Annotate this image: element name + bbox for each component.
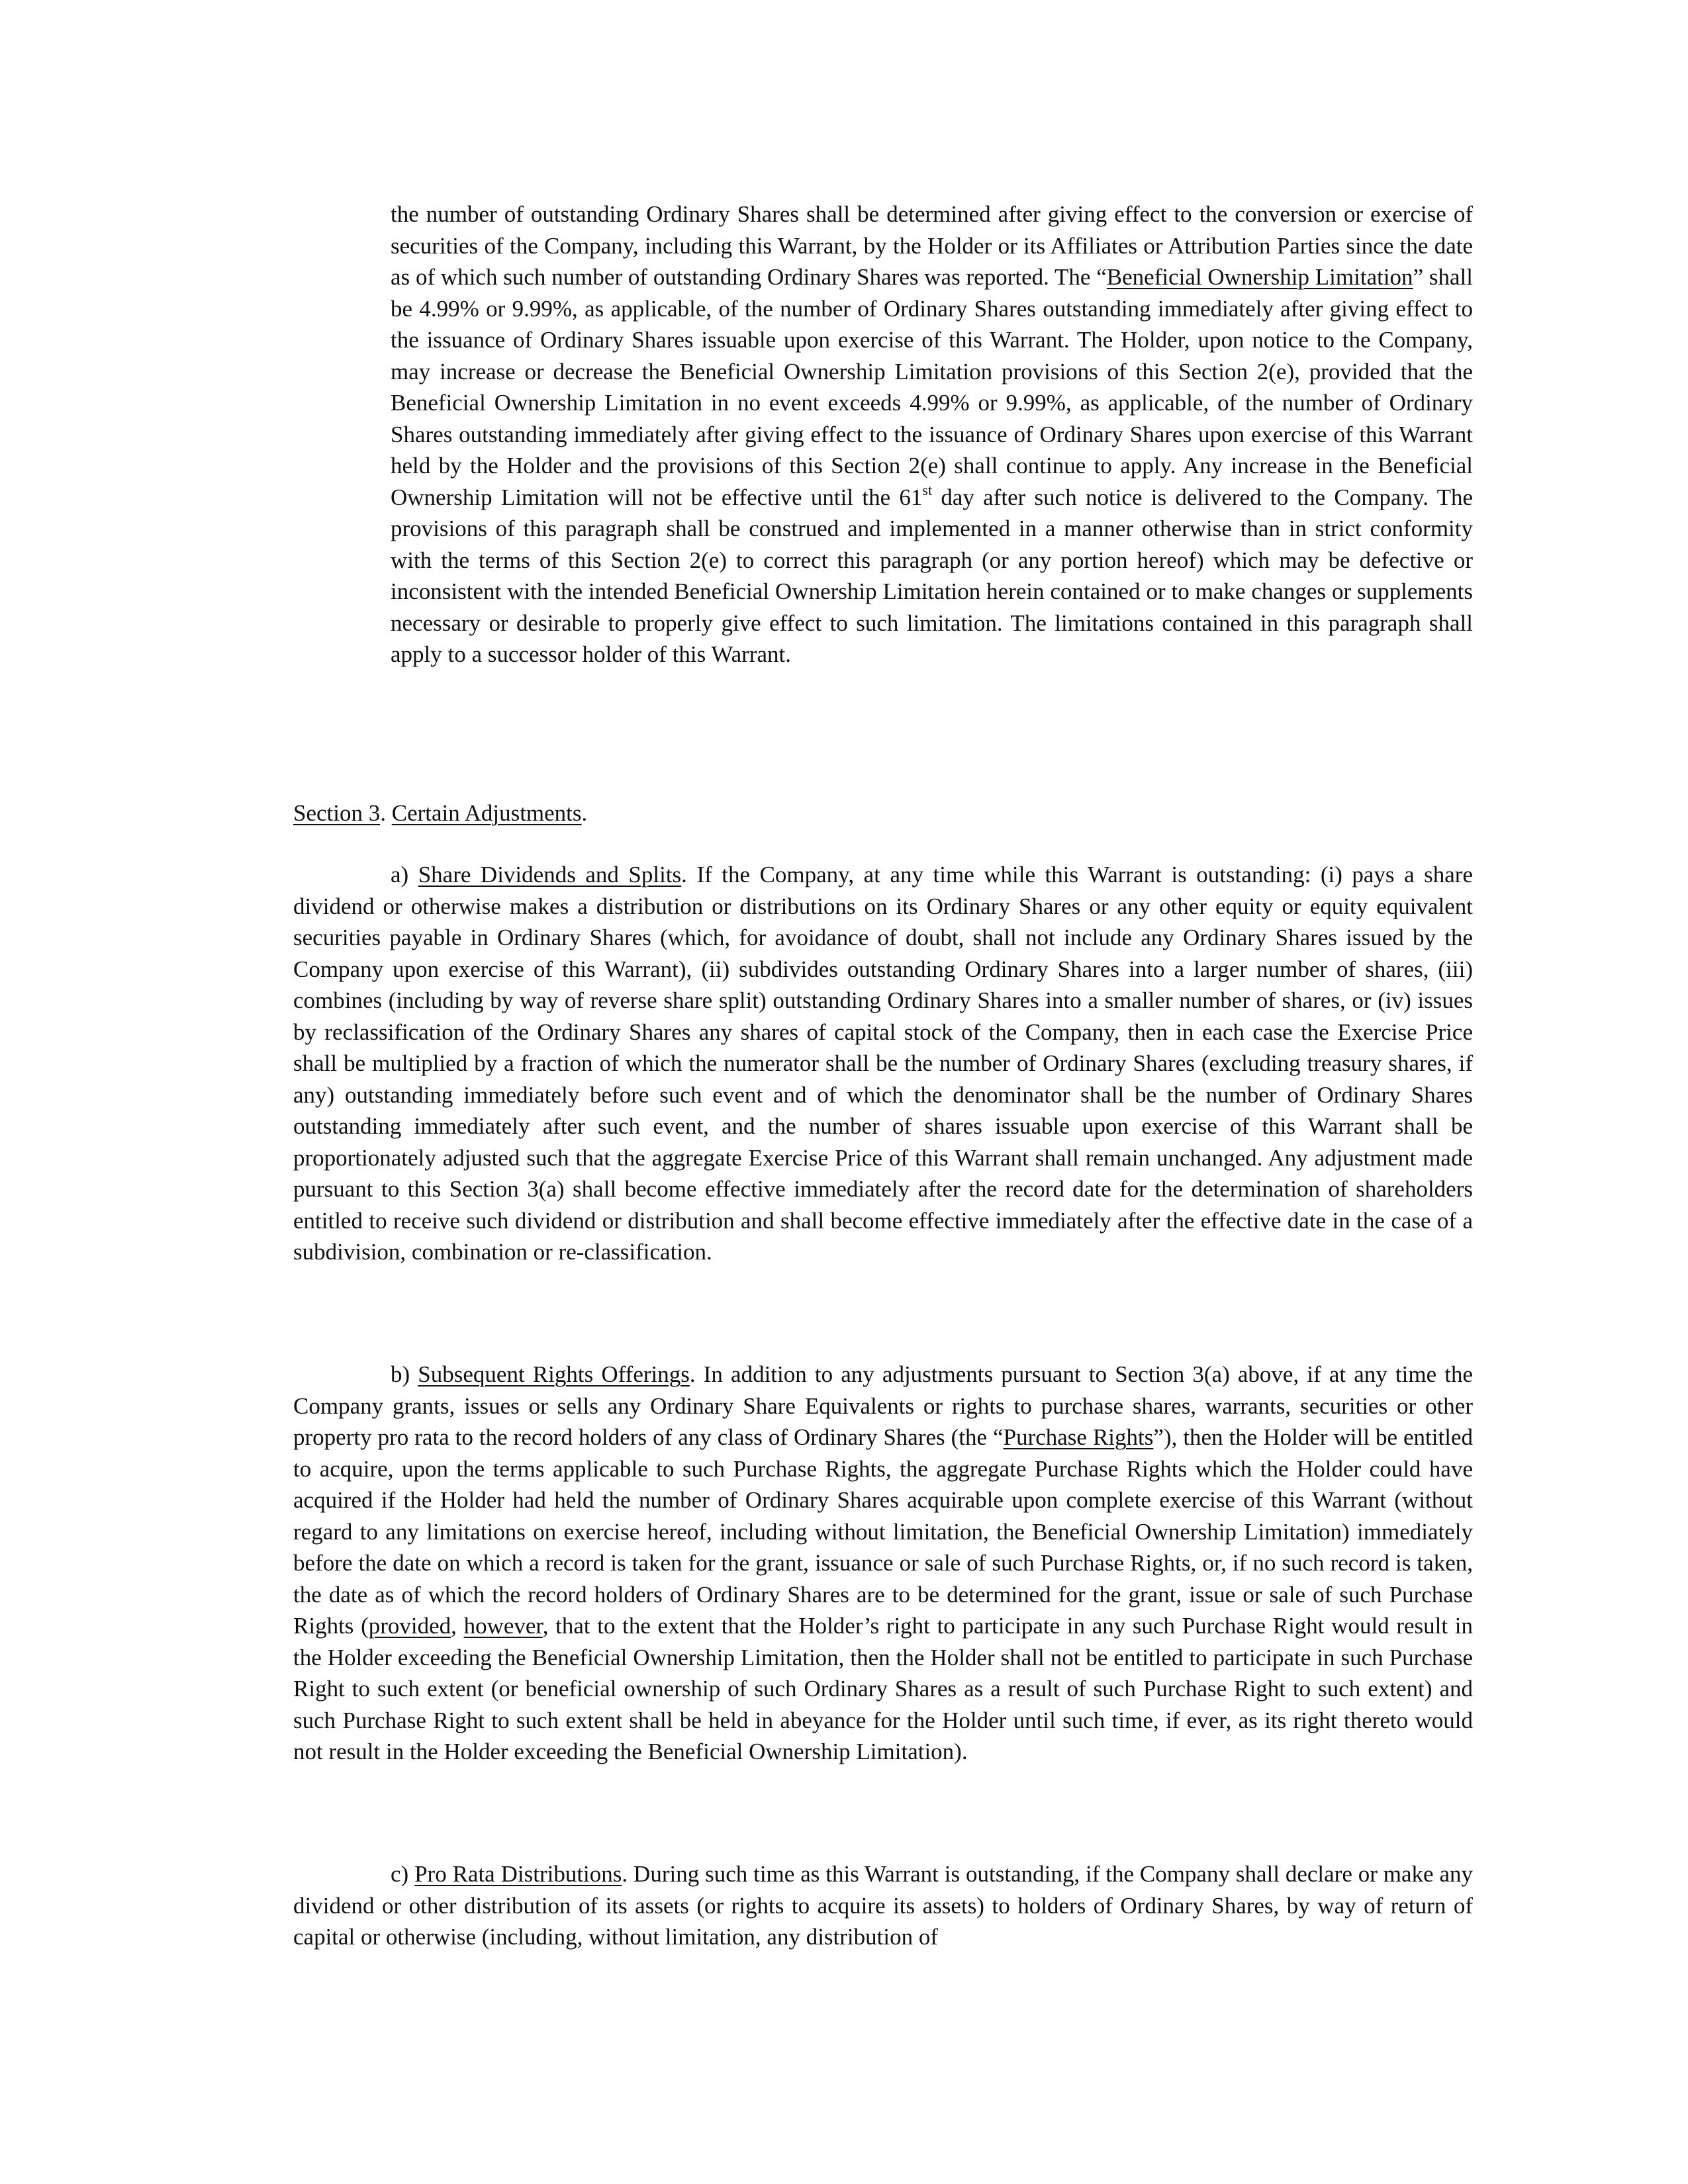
defined-term-beneficial-ownership-limitation: Beneficial Ownership Limitation (1106, 264, 1413, 290)
section-title: Certain Adjustments (391, 800, 582, 826)
section-number: Section 3 (293, 800, 381, 826)
paragraph-c-pro-rata-distributions: c) Pro Rata Distributions. During such time as this Warrant is outstanding, if the Company shall declare or make any dividend or other distribution of its assets (or rights to acquire its assets) to holders of Ordinary Shares, by way of return of capital or otherwise (including, without limitation, any distribution of (293, 1861, 1473, 1950)
defined-term-purchase-rights: Purchase Rights (1003, 1424, 1154, 1450)
term-however: however (463, 1613, 543, 1639)
paragraph-b-rights-offerings: b) Subsequent Rights Offerings. In addition to any adjustments pursuant to Section 3(a) above, if at any time the Company grants, issues or sells any Ordinary Share Equivalents or rights to purchase shares, warrants, securities or other property pro rata to the record holders of any class of Ordinary Shares (the “Purchase Rights”), then the Holder will be entitled to acquire, upon the terms applicable to such Purchase Rights, the aggregate Purchase Rights which the Holder could have acquired if the Holder had held the number of Ordinary Shares acquirable upon complete exercise of this Warrant (without regard to any limitations on exercise hereof, including without limitation, the Beneficial Ownership Limitation) immediately before the date on which a record is taken for the grant, issuance or sale of such Purchase Rights, or, if no such record is taken, the date as of which the record holders of Ordinary Shares are to be determined for the grant, issue or sale of such Purchase Rights (provided, however, that to the extent that the Holder’s right to participate in any such Purchase Right would result in the Holder exceeding the Beneficial Ownership Limitation, then the Holder shall not be entitled to participate in such Purchase Right to such extent (or beneficial ownership of such Ordinary Shares as a result of such Purchase Right to such extent) and such Purchase Right to such extent shall be held in abeyance for the Holder until such time, if ever, as its right thereto would not result in the Holder exceeding the Beneficial Ownership Limitation). (293, 1361, 1474, 1764)
paragraph-a-share-dividends: a) Share Dividends and Splits. If the Company, at any time while this Warrant is outstanding: (i) pays a share dividend or otherwise makes a distribution or distributions on its Ordinary Shares or any other equity or equity equivalent securities payable in Ordinary Shares (which, for avoidance of doubt, shall not include any Ordinary Shares issued by the Company upon exercise of this Warrant), (ii) subdivides outstanding Ordinary Shares into a larger number of shares, (iii) combines (including by way of reverse share split) outstanding Ordinary Shares into a smaller number of shares, or (iv) issues by reclassification of the Ordinary Shares any shares of capital stock of the Company, then in each case the Exercise Price shall be multiplied by a fraction of which the numerator shall be the number of Ordinary Shares (excluding treasury shares, if any) outstanding immediately before such event and of which the denominator shall be the number of Ordinary Shares outstanding immediately after such event, and the number of shares issuable upon exercise of this Warrant shall be proportionately adjusted such that the aggregate Exercise Price of this Warrant shall remain unchanged. Any adjustment made pursuant to this Section 3(a) shall become effective immediately after the record date for the determination of shareholders entitled to receive such dividend or distribution and shall become effective immediately after the effective date in the case of a subdivision, combination or re-classification. (293, 862, 1473, 1265)
paragraph-a-heading: Share Dividends and Splits (418, 862, 682, 887)
section-3-heading: Section 3. Certain Adjustments. (293, 800, 588, 826)
paragraph-b-heading: Subsequent Rights Offerings (418, 1361, 690, 1387)
beneficial-ownership-continuation: the number of outstanding Ordinary Shares shall be determined after giving effect to the conversion or exercise of securities of the Company, including this Warrant, by the Holder or its Affiliates or Attribution Parties since the date as of which such number of outstanding Ordinary Shares was reported. The “Beneficial Ownership Limitation” shall be 4.99% or 9.99%, as applicable, of the number of Ordinary Shares outstanding immediately after giving effect to the issuance of Ordinary Shares issuable upon exercise of this Warrant. The Holder, upon notice to the Company, may increase or decrease the Beneficial Ownership Limitation provisions of this Section 2(e), provided that the Beneficial Ownership Limitation in no event exceeds 4.99% or 9.99%, as applicable, of the number of Ordinary Shares outstanding immediately after giving effect to the issuance of Ordinary Shares upon exercise of this Warrant held by the Holder and the provisions of this Section 2(e) shall continue to apply. Any increase in the Beneficial Ownership Limitation will not be effective until the 61st day after such notice is delivered to the Company. The provisions of this paragraph shall be construed and implemented in a manner otherwise than in strict conformity with the terms of this Section 2(e) to correct this paragraph (or any portion hereof) which may be defective or inconsistent with the intended Beneficial Ownership Limitation herein contained or to make changes or supplements necessary or desirable to properly give effect to such limitation. The limitations contained in this paragraph shall apply to a successor holder of this Warrant. (391, 201, 1474, 667)
paragraph-c-heading: Pro Rata Distributions (414, 1861, 622, 1887)
ordinal-suffix: st (922, 481, 933, 498)
term-provided: provided (368, 1613, 451, 1639)
